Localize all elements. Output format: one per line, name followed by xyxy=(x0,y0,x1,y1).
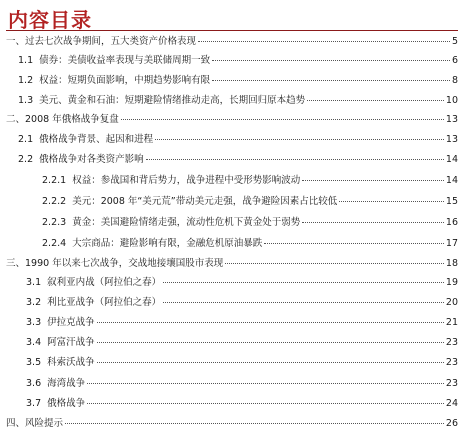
toc-entry-number: 2.1 xyxy=(18,134,34,145)
toc-page-number: 13 xyxy=(445,114,458,125)
toc-entry-text: 海湾战争 xyxy=(47,378,86,389)
toc-entry-text: 债券：美债收益率表现与美联储周期一致 xyxy=(39,55,211,66)
toc-entry[interactable] xyxy=(42,238,458,250)
toc-entry[interactable] xyxy=(18,154,458,166)
toc-entry-number: 3.2 xyxy=(26,297,42,308)
toc-entry-number: 3.7 xyxy=(26,398,42,409)
toc-entry-text: 科索沃战争 xyxy=(47,357,95,368)
toc-entry-text: 二、2008 年俄格战争复盘 xyxy=(6,114,119,125)
toc-entry-text: 大宗商品：避险影响有限，金融危机原油暴跌 xyxy=(72,238,263,249)
toc-entry-number: 1.2 xyxy=(18,75,34,86)
toc-entry[interactable] xyxy=(18,134,458,146)
toc-entry-text: 权益：短期负面影响，中期趋势影响有限 xyxy=(39,75,211,86)
toc-entry-text: 俄格战争背景、起因和进程 xyxy=(39,134,154,145)
leader-dots xyxy=(212,80,450,81)
toc-entry[interactable] xyxy=(6,114,458,126)
toc-page-number: 14 xyxy=(445,154,458,165)
toc-entry-text: 阿富汗战争 xyxy=(47,337,95,348)
leader-dots xyxy=(163,282,444,283)
toc-entry[interactable] xyxy=(18,75,458,87)
toc-entry[interactable] xyxy=(42,196,458,208)
toc-entry-number: 1.3 xyxy=(18,95,34,106)
toc-entry[interactable] xyxy=(18,95,458,107)
toc-page-number: 13 xyxy=(445,134,458,145)
toc-entry[interactable] xyxy=(42,175,458,187)
toc-entry-number: 2.2.4 xyxy=(42,238,67,249)
toc-entry-number: 2.2.1 xyxy=(42,175,67,186)
toc-page-number: 10 xyxy=(445,95,458,106)
leader-dots xyxy=(121,119,444,120)
toc-entry-number: 3.5 xyxy=(26,357,42,368)
toc-entry-number: 3.3 xyxy=(26,317,42,328)
toc-entry-number: 2.2 xyxy=(18,154,34,165)
toc-entry[interactable] xyxy=(6,258,458,270)
toc-page-number: 14 xyxy=(445,175,458,186)
toc-entry-text: 伊拉克战争 xyxy=(47,317,95,328)
toc-entry-text: 美元：2008 年“美元荒”带动美元走强，战争避险因素占比较低 xyxy=(72,196,338,207)
leader-dots xyxy=(87,383,444,384)
toc-entry[interactable] xyxy=(6,418,458,430)
leader-dots xyxy=(163,302,444,303)
toc-entry-text: 美元、黄金和石油：短期避险情绪推动走高，长期回归原本趋势 xyxy=(39,95,306,106)
toc-entry[interactable] xyxy=(26,378,458,390)
toc-entry[interactable] xyxy=(26,277,458,289)
leader-dots xyxy=(264,243,444,244)
toc-page-number: 8 xyxy=(451,75,458,86)
toc-title: 内容目录 xyxy=(8,8,92,32)
toc-entry-text: 三、1990 年以来七次战争，交战地接壤国股市表现 xyxy=(6,258,224,269)
toc-entry-number: 2.2.3 xyxy=(42,217,67,228)
toc-entry-number: 1.1 xyxy=(18,55,34,66)
title-divider xyxy=(6,30,458,31)
leader-dots xyxy=(97,362,444,363)
toc-entry-text: 叙利亚内战（阿拉伯之春） xyxy=(47,277,162,288)
leader-dots xyxy=(302,180,444,181)
toc-entry[interactable] xyxy=(26,317,458,329)
toc-page-number: 24 xyxy=(445,398,458,409)
toc-entry[interactable] xyxy=(42,217,458,229)
leader-dots xyxy=(87,403,444,404)
leader-dots xyxy=(146,159,444,160)
toc-entry-number: 3.6 xyxy=(26,378,42,389)
toc-page-number: 6 xyxy=(451,55,458,66)
toc-entry[interactable] xyxy=(26,357,458,369)
leader-dots xyxy=(198,41,450,42)
toc-entry-text: 俄格战争对各类资产影响 xyxy=(39,154,144,165)
leader-dots xyxy=(339,201,444,202)
toc-entry-number: 3.1 xyxy=(26,277,42,288)
leader-dots xyxy=(155,139,444,140)
leader-dots xyxy=(302,222,444,223)
leader-dots xyxy=(65,423,444,424)
toc-entry-text: 一、过去七次战争期间，五大类资产价格表现 xyxy=(6,36,197,47)
toc-page-number: 18 xyxy=(445,258,458,269)
toc-entry-text: 俄格战争 xyxy=(47,398,86,409)
toc-entry-text: 利比亚战争（阿拉伯之春） xyxy=(47,297,162,308)
leader-dots xyxy=(97,342,444,343)
leader-dots xyxy=(307,100,444,101)
toc-entry-text: 权益：参战国和背后势力，战争进程中受形势影响波动 xyxy=(72,175,301,186)
toc-entry[interactable] xyxy=(26,297,458,309)
toc-page-number: 20 xyxy=(445,297,458,308)
toc-entry[interactable] xyxy=(26,398,458,410)
toc-page-number: 21 xyxy=(445,317,458,328)
toc-page-number: 19 xyxy=(445,277,458,288)
leader-dots xyxy=(212,60,450,61)
toc-entry-text: 黄金：美国避险情绪走强，流动性危机下黄金处于弱势 xyxy=(72,217,301,228)
toc-page-number: 26 xyxy=(445,418,458,429)
toc-page-number: 5 xyxy=(451,36,458,47)
toc-entry[interactable] xyxy=(18,55,458,67)
toc-page-number: 17 xyxy=(445,238,458,249)
leader-dots xyxy=(225,263,444,264)
toc-entry[interactable] xyxy=(6,36,458,48)
toc-entry-number: 3.4 xyxy=(26,337,42,348)
toc-page-number: 23 xyxy=(445,337,458,348)
toc-entry[interactable] xyxy=(26,337,458,349)
toc-entry-text: 四、风险提示 xyxy=(6,418,64,429)
toc-entry-number: 2.2.2 xyxy=(42,196,67,207)
toc-page-number: 23 xyxy=(445,357,458,368)
toc-page-number: 15 xyxy=(445,196,458,207)
leader-dots xyxy=(97,322,444,323)
toc-page-number: 23 xyxy=(445,378,458,389)
toc-page-number: 16 xyxy=(445,217,458,228)
